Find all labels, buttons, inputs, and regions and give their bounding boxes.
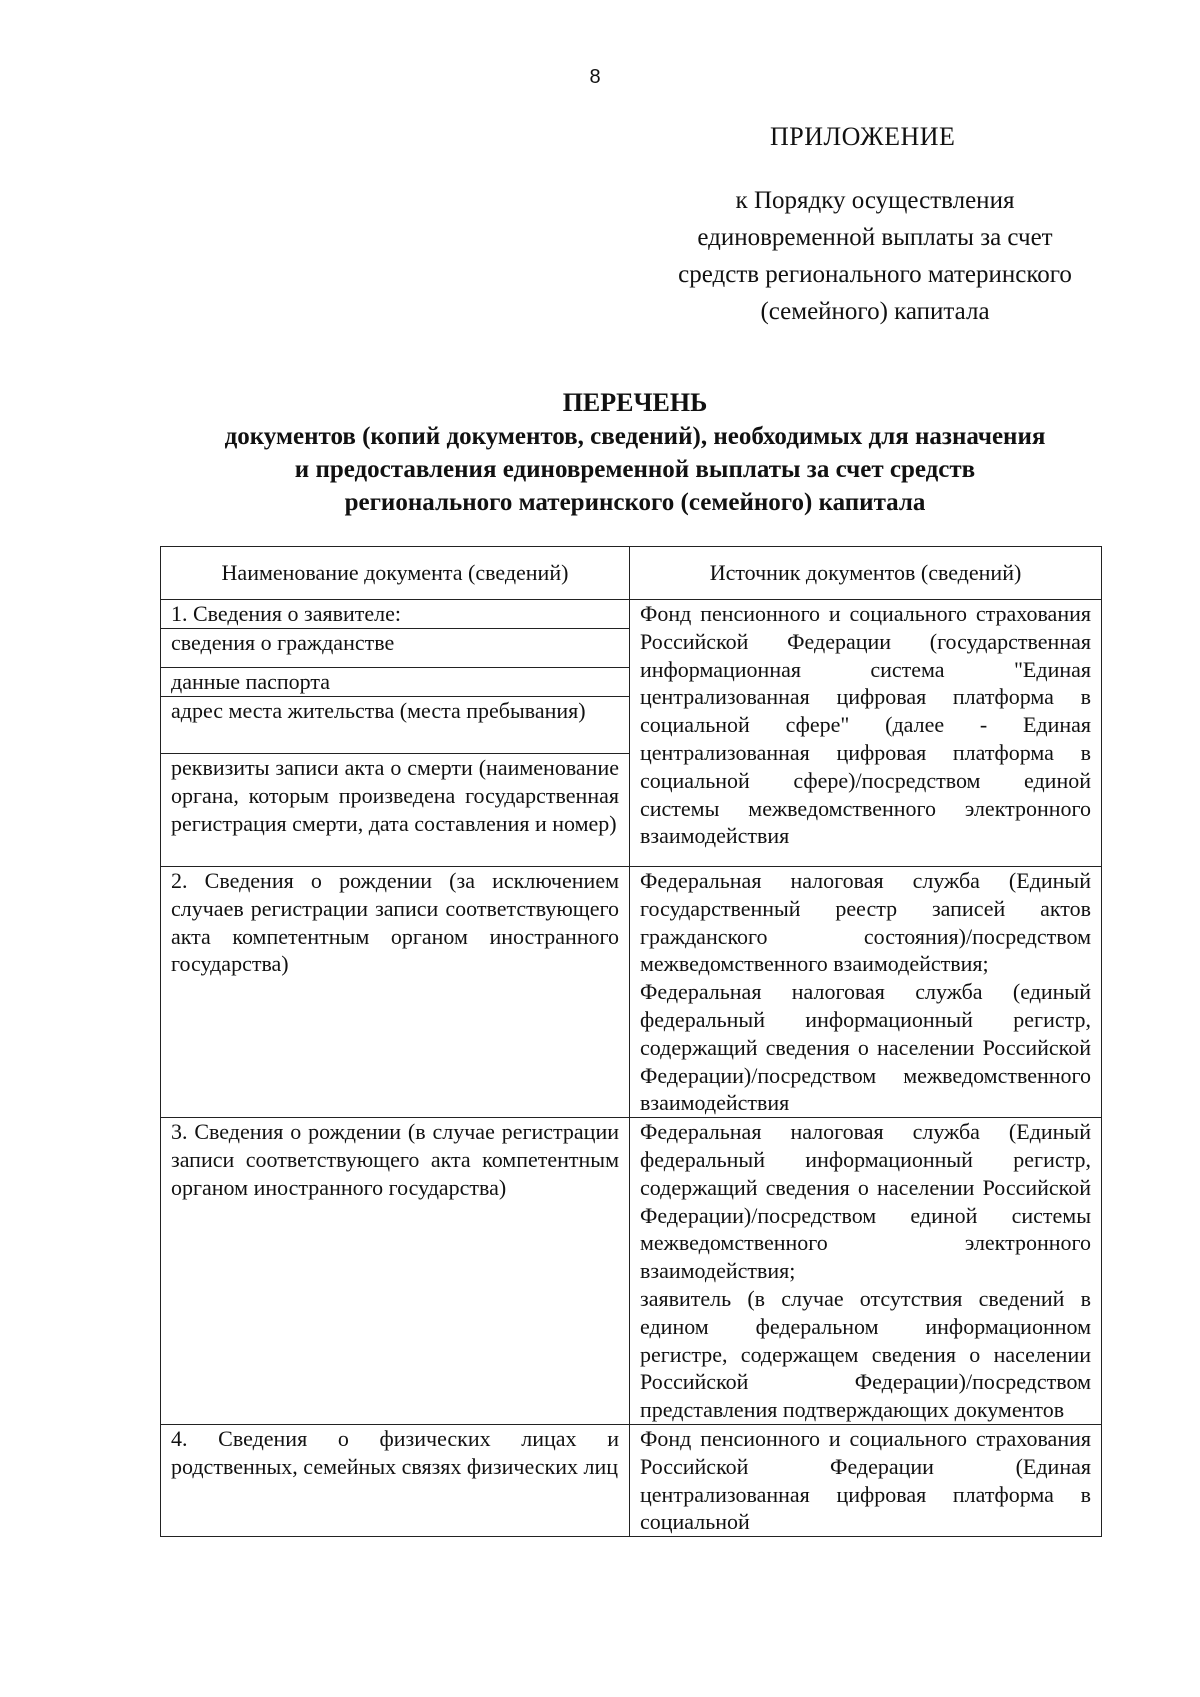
list-subtitle-line: регионального материнского (семейного) капитала <box>344 489 926 516</box>
table-row <box>161 1424 1102 1536</box>
list-subtitle-line: документов (копий документов, сведений), необходимых для назначения <box>224 423 1046 450</box>
row2-source-item: Федеральная налоговая служба (единый федеральный информационный регистр, содержащий сведения о населении Российской Федерации)/посредством межведомственного взаимодействия <box>640 979 1091 1116</box>
row4-source-cell: Фонд пенсионного и социального страхования Российской Федерации (Единая централизованная цифровая платформа в социальной <box>630 1424 1102 1536</box>
appendix-subtitle <box>640 182 1110 330</box>
row2-source-item: Федеральная налоговая служба (Единый государственный реестр записей актов гражданского состояния)/посредством межведомственного взаимодействия; <box>640 868 1091 977</box>
table-header-row <box>161 547 1102 600</box>
header-document-name: Наименование документа (сведений) <box>161 547 630 600</box>
appendix-subtitle-line: средств регионального материнского <box>678 261 1072 288</box>
header-document-source: Источник документов (сведений) <box>630 547 1102 600</box>
appendix-subtitle-line: единовременной выплаты за счет <box>697 224 1053 251</box>
documents-table <box>160 546 1102 1537</box>
table-row <box>161 600 1102 867</box>
row3-name-cell: 3. Сведения о рождении (в случае регистрации записи соответствующего акта компетентным органом иностранного государства) <box>161 1118 630 1425</box>
row1-items <box>161 600 629 866</box>
row1-name-cell <box>161 600 630 867</box>
row3-source-item: заявитель (в случае отсутствия сведений в едином федеральном информационном регистре, содержащем сведения о населении Российской Федерации)/посредством представления подтверждающих документов <box>640 1285 1091 1423</box>
row1-item: данные паспорта <box>161 668 629 697</box>
list-subtitle <box>150 420 1120 519</box>
table-row <box>161 1118 1102 1425</box>
row1-item: 1. Сведения о заявителе: <box>161 600 629 629</box>
row1-item: реквизиты записи акта о смерти (наименование органа, которым произведена государственная регистрация смерти, дата составления и номер) <box>171 755 619 836</box>
page-number: 8 <box>589 66 601 88</box>
row1-item: сведения о гражданстве <box>161 629 629 668</box>
appendix-title: ПРИЛОЖЕНИЕ <box>770 122 956 151</box>
row2-source-cell <box>630 867 1102 1118</box>
row1-item: адрес места жительства (места пребывания) <box>161 697 629 754</box>
list-title: ПЕРЕЧЕНЬ <box>562 388 708 417</box>
row3-source-item: Федеральная налоговая служба (Единый федеральный информационный регистр, содержащий сведения о населении Российской Федерации)/посредством единой системы межведомственного электронного взаимодействия; <box>640 1119 1091 1284</box>
row4-name-cell: 4. Сведения о физических лицах и родственных, семейных связях физических лиц <box>161 1424 630 1536</box>
appendix-subtitle-line: к Порядку осуществления <box>735 187 1015 214</box>
row2-name-cell: 2. Сведения о рождении (за исключением случаев регистрации записи соответствующего акта компетентным органом иностранного государства) <box>161 867 630 1118</box>
list-subtitle-line: и предоставления единовременной выплаты за счет средств <box>294 456 976 483</box>
appendix-subtitle-line: (семейного) капитала <box>760 298 990 325</box>
row1-source-cell: Фонд пенсионного и социального страхования Российской Федерации (государственная информационная система "Единая централизованная цифровая платформа в социальной сфере" (далее - Единая централизованная цифровая платформа в социальной сфере)/посредством единой системы межведомственного электронного взаимодействия <box>630 600 1102 867</box>
row3-source-cell <box>630 1118 1102 1425</box>
table-row <box>161 867 1102 1118</box>
